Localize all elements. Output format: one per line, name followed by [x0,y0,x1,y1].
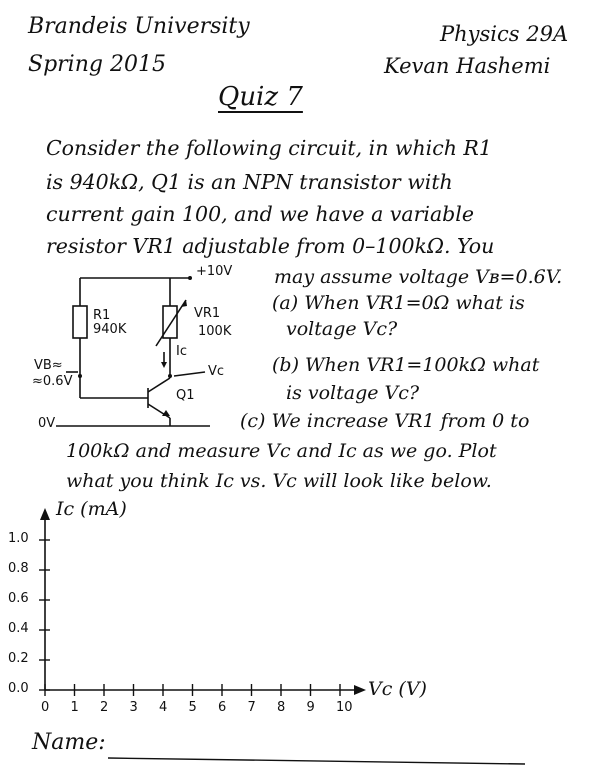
name-label: Name: [32,730,106,755]
assumption-text: may assume voltage Vʙ=0.6V. [274,266,563,288]
x-tick-label: 9 [306,700,315,715]
question-c-line-2: 100kΩ and measure Vc and Ic as we go. Plot [66,440,497,462]
x-tick-label: 3 [129,700,138,715]
question-a-line-1: (a) When VR1=0Ω what is [272,292,525,314]
question-b-line-2: is voltage Vc? [286,382,420,404]
question-a-line-2: voltage Vc? [286,318,398,340]
x-axis-label: Vc (V) [368,678,427,700]
intro-line-3: current gain 100, and we have a variable [46,202,474,226]
ic-label: Ic [176,344,187,359]
x-tick-label: 0 [41,700,50,715]
vb-label: VB≈ [34,358,63,373]
x-tick-label: 5 [188,700,197,715]
vr1-value: 100K [198,324,232,339]
vc-label: Vc [208,364,225,379]
quiz-title: Quiz 7 [218,82,303,112]
question-b-line-1: (b) When VR1=100kΩ what [272,354,540,376]
q1-label: Q1 [176,388,195,403]
supply-label: +10V [196,264,233,279]
x-tick-label: 4 [159,700,168,715]
r1-name: R1 [93,308,111,323]
x-tick-label: 2 [100,700,109,715]
x-tick-label: 6 [218,700,227,715]
vb-value: ≈0.6V [32,374,73,389]
semester: Spring 2015 [28,52,166,77]
y-axis-label: Ic (mA) [56,498,127,520]
y-tick-label: 0.6 [8,591,29,606]
x-tick-label: 7 [247,700,256,715]
vr1-name: VR1 [194,306,221,321]
instructor-name: Kevan Hashemi [384,54,551,78]
intro-line-2: is 940kΩ, Q1 is an NPN transistor with [46,170,453,194]
y-tick-label: 0.8 [8,561,29,576]
x-tick-label: 1 [70,700,79,715]
x-tick-label: 10 [336,700,353,715]
y-tick-label: 0.0 [8,681,29,696]
r1-value: 940K [93,322,127,337]
intro-line-4: resistor VR1 adjustable from 0–100kΩ. You [46,234,495,258]
university-name: Brandeis University [28,14,250,39]
question-c-line-3: what you think Ic vs. Vc will look like below. [66,470,492,492]
x-tick-label: 8 [277,700,286,715]
y-tick-label: 0.4 [8,621,29,636]
question-c-line-1: (c) We increase VR1 from 0 to [240,410,530,432]
course-name: Physics 29A [440,22,569,46]
y-tick-label: 1.0 [8,531,29,546]
intro-line-1: Consider the following circuit, in which R1 [46,136,492,160]
ground-label: 0V [38,416,56,431]
y-tick-label: 0.2 [8,651,29,666]
